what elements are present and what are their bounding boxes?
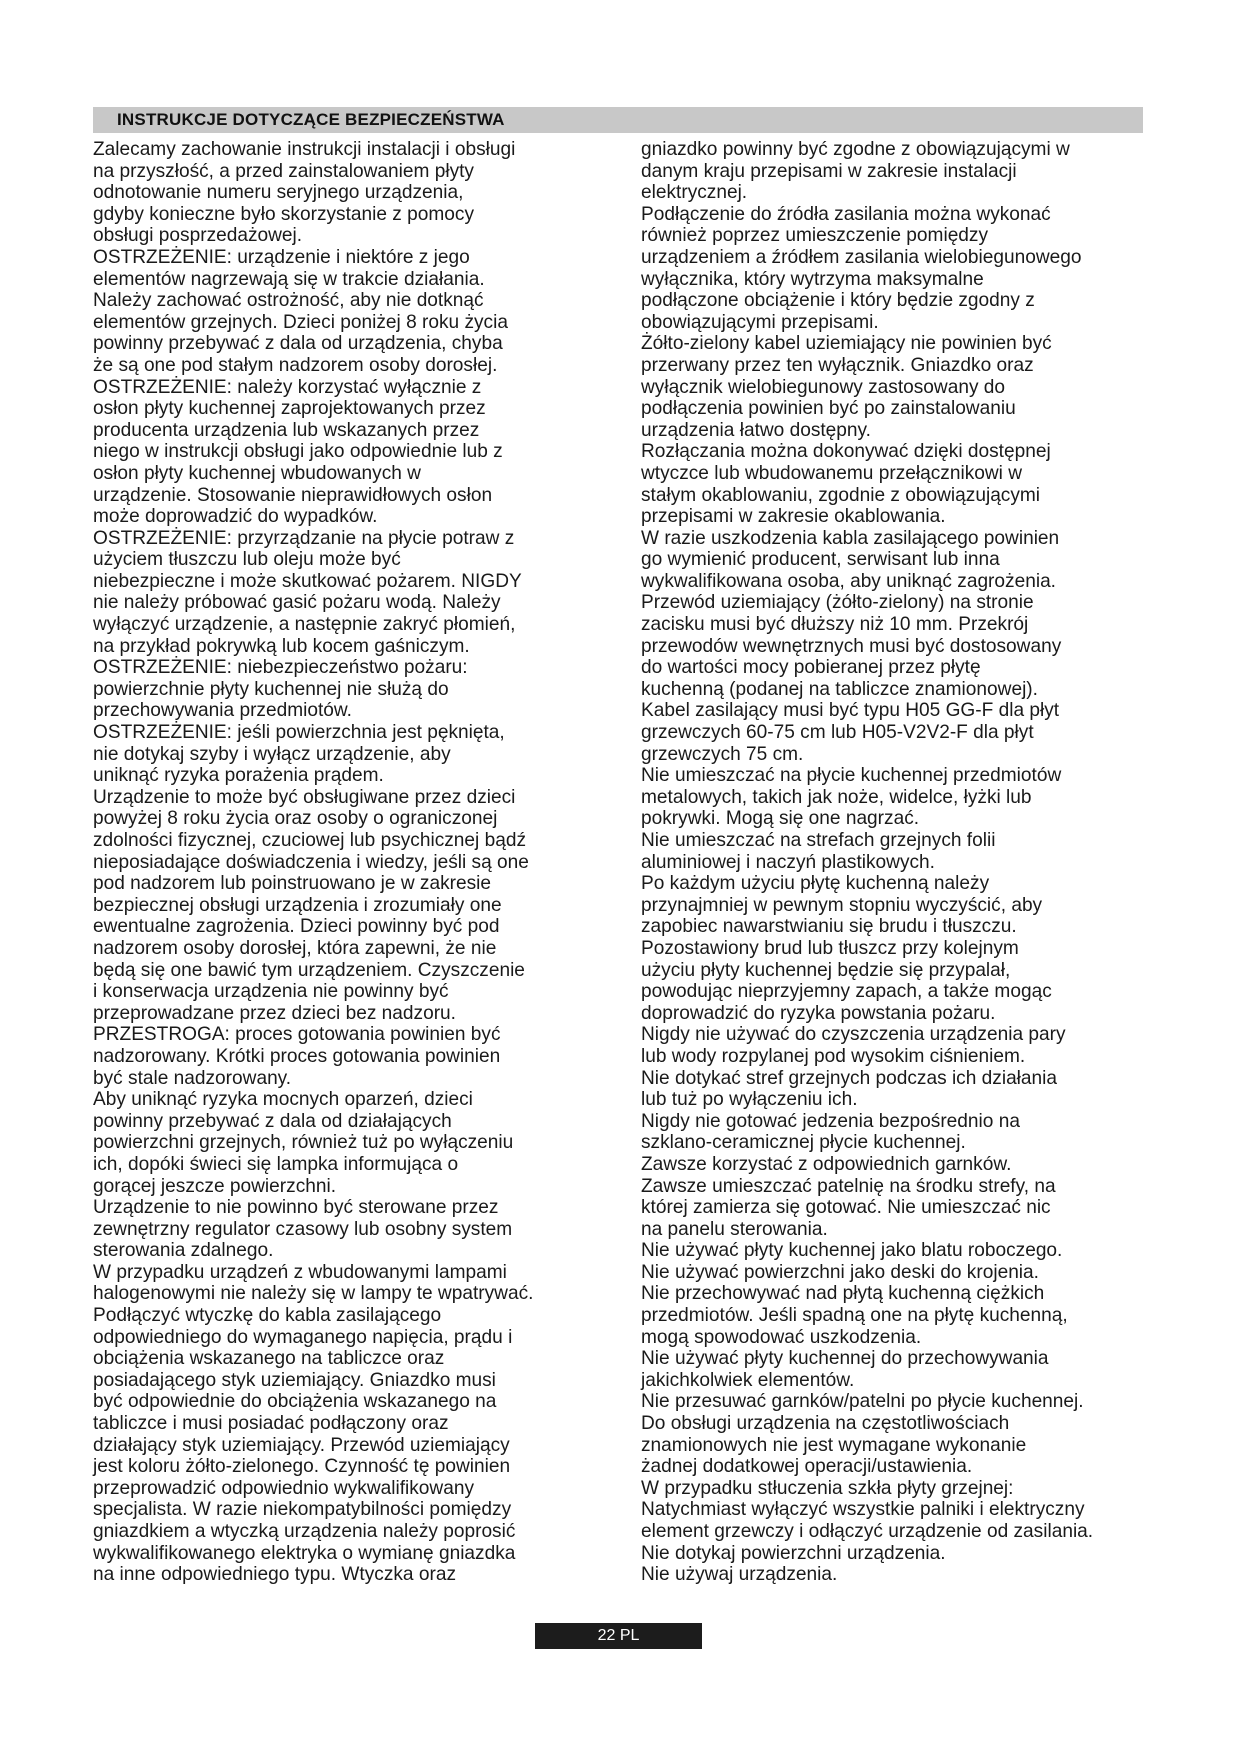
text-line: gniazdko powinny być zgodne z obowiązującymi w: [641, 139, 1070, 160]
text-line: wykwalifikowanego elektryka o wymianę gniazdka: [93, 1542, 516, 1564]
text-line: uniknąć ryzyka porażenia prądem.: [93, 765, 384, 787]
text-line: podłączone obciążenie i który będzie zgodny z: [641, 290, 1035, 312]
text-line: Nie dotykać stref grzejnych podczas ich działania: [641, 1067, 1058, 1089]
page-number-box: [535, 1623, 702, 1649]
text-line: gdyby konieczne było skorzystanie z pomocy: [93, 203, 474, 225]
text-line: na panelu sterowania.: [641, 1218, 828, 1240]
left-text-column: [93, 139, 613, 1586]
text-line: W przypadku stłuczenia szkła płyty grzejnej:: [641, 1477, 1014, 1499]
text-line: powyżej 8 roku życia oraz osoby o ograniczonej: [93, 808, 498, 830]
text-line: grzewczych 75 cm.: [641, 743, 804, 765]
text-line: odpowiedniego do wymaganego napięcia, prądu i: [93, 1326, 513, 1348]
text-line: również poprzez umieszczenie pomiędzy: [641, 225, 989, 247]
text-line: pod nadzorem lub poinstruowano je w zakresie: [93, 873, 492, 895]
text-line: obsługi posprzedażowej.: [93, 225, 303, 247]
text-line: szklano-ceramicznej płycie kuchennej.: [641, 1132, 966, 1154]
text-line: Rozłączania można dokonywać dzięki dostępnej: [641, 441, 1051, 463]
text-line: Żółto-zielony kabel uziemiający nie powinien być: [641, 333, 1052, 355]
text-line: posiadającego styk uziemiający. Gniazdko musi: [93, 1369, 496, 1391]
text-line: gorącej jeszcze powierzchni.: [93, 1175, 337, 1197]
text-line: zdolności fizycznej, czuciowej lub psychicznej bądź: [93, 830, 526, 851]
text-line: Pozostawiony brud lub tłuszcz przy kolejnym: [641, 937, 1019, 959]
text-line: być stale nadzorowany.: [93, 1067, 292, 1089]
text-line: mogą spowodować uszkodzenia.: [641, 1326, 922, 1348]
text-line: OSTRZEŻENIE: przyrządzanie na płycie potraw z: [93, 527, 515, 549]
text-line: Zawsze umieszczać patelnię na środku strefy, na: [641, 1175, 1056, 1197]
text-line: lub tuż po wyłączeniu ich.: [641, 1089, 858, 1111]
text-line: jakichkolwiek elementów.: [641, 1369, 855, 1391]
text-line: Nie przesuwać garnków/patelni po płycie kuchennej.: [641, 1391, 1084, 1413]
text-line: Nie używać płyty kuchennej do przechowywania: [641, 1348, 1049, 1370]
text-line: i konserwacja urządzenia nie powinny być: [93, 981, 449, 1003]
text-line: lub wody rozpylanej pod wysokim ciśnieniem.: [641, 1045, 1026, 1067]
text-line: może doprowadzić do wypadków.: [93, 506, 378, 528]
text-line: grzewczych 60-75 cm lub H05-V2V2-F dla płyt: [641, 722, 1034, 744]
text-line: do wartości mocy pobieranej przez płytę: [641, 657, 981, 679]
text-line: obowiązującymi przepisami.: [641, 311, 879, 333]
text-line: powinny przebywać z dala od urządzenia, chyba: [93, 333, 503, 355]
text-line: wykwalifikowana osoba, aby uniknąć zagrożenia.: [641, 570, 1056, 592]
text-line: przeprowadzić odpowiednio wykwalifikowany: [93, 1477, 474, 1499]
text-line: użyciem tłuszczu lub oleju może być: [93, 549, 401, 571]
text-line: zewnętrzny regulator czasowy lub osobny system: [93, 1218, 513, 1240]
text-line: być odpowiednie do obciążenia wskazanego na: [93, 1391, 497, 1413]
text-line: niebezpieczne i może skutkować pożarem. NIGDY: [93, 570, 522, 592]
text-line: Zalecamy zachowanie instrukcji instalacji i obsługi: [93, 139, 516, 160]
text-line: halogenowymi nie należy się w lampy te wpatrywać.: [93, 1283, 534, 1305]
text-line: bezpiecznej obsługi urządzenia i zrozumiały one: [93, 894, 502, 916]
text-line: nadzorowany. Krótki proces gotowania powinien: [93, 1045, 501, 1067]
text-line: Nie umieszczać na płycie kuchennej przedmiotów: [641, 765, 1062, 787]
text-line: Przewód uziemiający (żółto-zielony) na stronie: [641, 592, 1034, 614]
text-line: element grzewczy i odłączyć urządzenie od zasilania.: [641, 1521, 1094, 1542]
text-line: przynajmniej w pewnym stopniu wyczyścić, aby: [641, 894, 1043, 916]
text-line: na przyszłość, a przed zainstalowaniem płyty: [93, 160, 474, 182]
text-line: Urządzenie to nie powinno być sterowane przez: [93, 1197, 499, 1219]
text-line: Podłączyć wtyczkę do kabla zasilającego: [93, 1305, 442, 1327]
right-text-column: [641, 139, 1153, 1586]
text-line: elektrycznej.: [641, 182, 748, 204]
text-line: OSTRZEŻENIE: jeśli powierzchnia jest pęknięta,: [93, 722, 505, 744]
text-line: Nigdy nie używać do czyszczenia urządzenia pary: [641, 1024, 1066, 1046]
text-line: znamionowych nie jest wymagane wykonanie: [641, 1434, 1027, 1456]
text-line: przechowywania przedmiotów.: [93, 700, 352, 722]
text-line: wtyczce lub wbudowanemu przełącznikowi w: [641, 462, 1022, 484]
text-line: Do obsługi urządzenia na częstotliwościach: [641, 1413, 1010, 1435]
text-line: przerwany przez ten wyłącznik. Gniazdko oraz: [641, 354, 1034, 376]
text-line: powierzchnie płyty kuchennej nie służą do: [93, 678, 449, 700]
text-line: nie należy próbować gasić pożaru wodą. Należy: [93, 592, 501, 614]
text-line: działający styk uziemiający. Przewód uziemiający: [93, 1434, 510, 1456]
text-line: przewodów wewnętrznych musi być dostosowany: [641, 635, 1062, 657]
text-line: podłączenia powinien być po zainstalowaniu: [641, 398, 1016, 420]
text-line: Po każdym użyciu płytę kuchenną należy: [641, 873, 990, 895]
text-line: Nie używaj urządzenia.: [641, 1564, 838, 1586]
text-line: sterowania zdalnego.: [93, 1240, 274, 1262]
text-line: przeprowadzane przez dzieci bez nadzoru.: [93, 1002, 456, 1024]
text-line: będą się one bawić tym urządzeniem. Czyszczenie: [93, 959, 525, 981]
text-line: zacisku musi być dłuższy niż 10 mm. Przekrój: [641, 614, 1029, 636]
text-line: nieposiadające doświadczenia i wiedzy, jeśli są one: [93, 851, 529, 873]
text-line: danym kraju przepisami w zakresie instalacji: [641, 160, 1017, 182]
text-line: aluminiowej i naczyń plastikowych.: [641, 851, 935, 873]
text-line: go wymienić producent, serwisant lub inna: [641, 549, 1000, 571]
text-line: specjalista. W razie niekompatybilności pomiędzy: [93, 1499, 512, 1521]
text-line: urządzeniem a źródłem zasilania wielobiegunowego: [641, 246, 1082, 268]
text-line: odnotowanie numeru seryjnego urządzenia,: [93, 182, 464, 204]
text-line: metalowych, takich jak noże, widelce, łyżki lub: [641, 786, 1032, 808]
text-line: stałym okablowaniu, zgodnie z obowiązującymi: [641, 484, 1041, 506]
text-line: Kabel zasilający musi być typu H05 GG-F dla płyt: [641, 700, 1060, 722]
text-line: W razie uszkodzenia kabla zasilającego powinien: [641, 527, 1060, 549]
text-line: gniazdkiem a wtyczką urządzenia należy poprosić: [93, 1521, 516, 1542]
text-line: przepisami w zakresie okablowania.: [641, 506, 946, 528]
text-line: tabliczce i musi posiadać podłączony oraz: [93, 1413, 449, 1435]
text-line: elementów nagrzewają się w trakcie działania.: [93, 268, 485, 290]
text-line: powierzchni grzejnych, również tuż po wyłączeniu: [93, 1132, 514, 1154]
text-line: na inne odpowiedniego typu. Wtyczka oraz: [93, 1564, 456, 1586]
text-line: urządzenie. Stosowanie nieprawidłowych osłon: [93, 484, 493, 506]
text-line: obciążenia wskazanego na tabliczce oraz: [93, 1348, 445, 1370]
text-line: powodując nieprzyjemny zapach, a także mogąc: [641, 981, 1052, 1003]
text-line: nadzorem osoby dorosłej, która zapewni, że nie: [93, 937, 497, 959]
text-line: wyłączyć urządzenie, a następnie zakryć płomień,: [93, 614, 516, 636]
text-line: Natychmiast wyłączyć wszystkie palniki i elektryczny: [641, 1499, 1085, 1521]
text-line: urządzenia łatwo dostępny.: [641, 419, 871, 441]
text-line: kuchenną (podanej na tabliczce znamionowej).: [641, 678, 1038, 700]
section-header-bar: [93, 107, 1143, 133]
text-line: Nie dotykaj powierzchni urządzenia.: [641, 1542, 946, 1564]
section-title: INSTRUKCJE DOTYCZĄCE BEZPIECZEŃSTWA: [117, 110, 505, 129]
text-line: niego w instrukcji obsługi jako odpowiednie lub z: [93, 441, 503, 463]
text-line: przedmiotów. Jeśli spadną one na płytę kuchenną,: [641, 1305, 1068, 1327]
text-line: Należy zachować ostrożność, aby nie dotknąć: [93, 290, 484, 312]
text-line: osłon płyty kuchennej zaprojektowanych przez: [93, 398, 486, 420]
text-line: jest koloru żółto-zielonego. Czynność tę powinien: [93, 1456, 511, 1478]
text-line: Zawsze korzystać z odpowiednich garnków.: [641, 1153, 1012, 1175]
text-line: Urządzenie to może być obsługiwane przez dzieci: [93, 786, 516, 808]
text-line: Nie używać powierzchni jako deski do krojenia.: [641, 1261, 1039, 1283]
text-line: Nigdy nie gotować jedzenia bezpośrednio na: [641, 1110, 1020, 1132]
text-line: PRZESTROGA: proces gotowania powinien być: [93, 1024, 501, 1046]
text-line: OSTRZEŻENIE: urządzenie i niektóre z jego: [93, 246, 470, 268]
text-line: Nie przechowywać nad płytą kuchenną ciężkich: [641, 1283, 1045, 1305]
page-number: 22 PL: [597, 1627, 640, 1644]
text-line: pokrywki. Mogą się one nagrzać.: [641, 808, 920, 830]
text-line: Podłączenie do źródła zasilania można wykonać: [641, 203, 1051, 225]
text-line: wyłącznik wielobiegunowy zastosowany do: [641, 376, 1006, 398]
text-line: Nie używać płyty kuchennej jako blatu roboczego.: [641, 1240, 1063, 1262]
text-line: której zamierza się gotować. Nie umieszczać nic: [641, 1197, 1051, 1219]
text-line: W przypadku urządzeń z wbudowanymi lampami: [93, 1261, 507, 1283]
text-line: że są one pod stałym nadzorem osoby dorosłej.: [93, 354, 498, 376]
text-line: Nie umieszczać na strefach grzejnych folii: [641, 830, 996, 851]
text-line: elementów grzejnych. Dzieci poniżej 8 roku życia: [93, 311, 508, 333]
text-line: użyciu płyty kuchennej będzie się przypalał,: [641, 959, 1011, 981]
text-line: żadnej dodatkowej operacji/ustawienia.: [641, 1456, 973, 1478]
text-line: nie dotykaj szyby i wyłącz urządzenie, aby: [93, 743, 451, 765]
text-line: wyłącznika, który wytrzyma maksymalne: [641, 268, 984, 290]
text-line: OSTRZEŻENIE: należy korzystać wyłącznie z: [93, 376, 482, 398]
text-line: doprowadzić do ryzyka powstania pożaru.: [641, 1002, 996, 1024]
text-line: na przykład pokrywką lub kocem gaśniczym.: [93, 635, 470, 657]
text-line: ewentualne zagrożenia. Dzieci powinny być pod: [93, 916, 500, 938]
text-line: OSTRZEŻENIE: niebezpieczeństwo pożaru:: [93, 657, 468, 679]
text-line: producenta urządzenia lub wskazanych przez: [93, 419, 480, 441]
text-line: zapobiec nawarstwianiu się brudu i tłuszczu.: [641, 916, 1017, 938]
text-line: Aby uniknąć ryzyka mocnych oparzeń, dzieci: [93, 1089, 473, 1111]
text-line: powinny przebywać z dala od działających: [93, 1110, 452, 1132]
text-line: osłon płyty kuchennej wbudowanych w: [93, 462, 421, 484]
text-line: ich, dopóki świeci się lampka informująca o: [93, 1153, 459, 1175]
